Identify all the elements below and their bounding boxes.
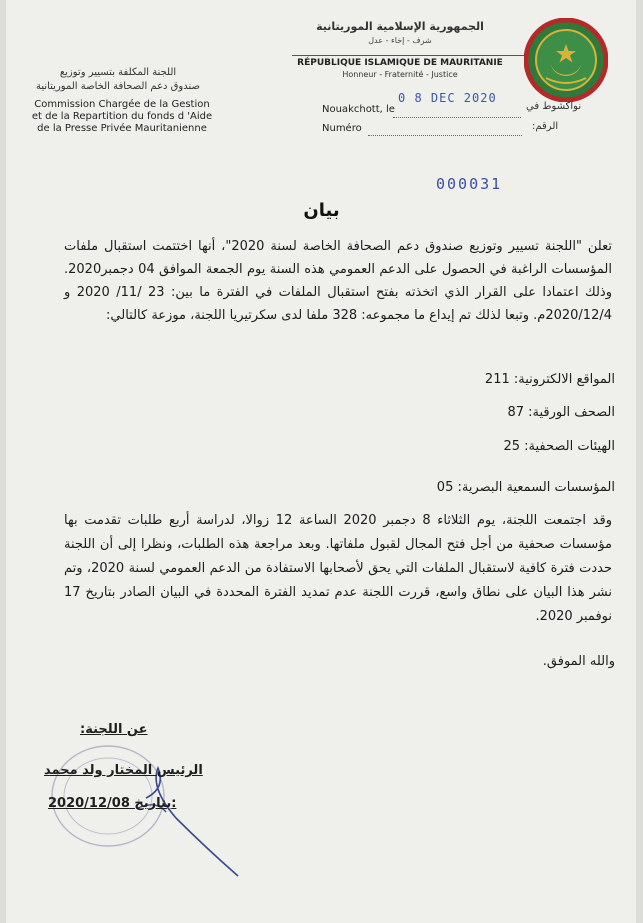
- place-date-label: Nouakchott, le: [322, 104, 395, 115]
- list-item: المؤسسات السمعية البصرية: 05: [436, 480, 615, 495]
- country-name-french: RÉPUBLIQUE ISLAMIQUE DE MAURITANIE: [297, 58, 503, 68]
- committee-name-french: [22, 99, 222, 135]
- committee-arabic-line1: اللجنة المكلفة بتسيير وتوزيع: [59, 67, 177, 78]
- list-item: الصحف الورقية: 87: [507, 405, 615, 420]
- committee-french-line3: de la Presse Privée Mauritanienne: [37, 123, 207, 134]
- committee-french-line2: et de la Repartition du fonds d 'Aide: [31, 111, 213, 122]
- committee-name-arabic: [18, 66, 218, 94]
- number-label-arabic: الرقم:: [532, 121, 559, 132]
- serial-number: 000031: [436, 175, 503, 193]
- date-stamp: 0 8 DEC 2020: [398, 91, 497, 105]
- signature-on-behalf: عن اللجنة:: [80, 722, 148, 737]
- announcement-paragraph-2: وقد اجتمعت اللجنة، يوم الثلاثاء 8 دجمبر 2020 الساعة 12 زوالا، لدراسة أربع طلبات تقدمت بها مؤسسات صحفية من أجل فتح المجال لقبول ملفاتها. وبعد مراجعة هذه الطلبات، ونظرا إلى أن اللجنة حددت فترة كافية لاستقبال الملفات التي يحق لأصحابها الاستفادة من الدعم العمومي لسنة 2020، وتم نشر هذا البيان على نطاق واسع، قررت اللجنة عدم تمديد الفترة المحددة في البيان الصادر بتاريخ 17 نوفمبر 2020.: [64, 513, 613, 624]
- number-dotted-line: [368, 135, 522, 136]
- announcement-paragraph-1: تعلن "اللجنة تسيير وتوزيع صندوق دعم الصحافة الخاصة لسنة 2020"، أنها اختتمت استقبال ملفات المؤسسات الراغبة في الحصول على الدعم العمومي هذه السنة يوم الجمعة الموافق 04 دجمبر2020. وذلك اعتمادا على القرار الذي اتخذته بفتح استقبال الملفات في الفترة ما بين: 23 /11/ 2020 و 2020/12/4م. وتبعا لذلك تم إيداع ما مجموعه: 328 ملفا لدى سكرتيريا اللجنة، موزعة كالتالي:: [64, 239, 612, 323]
- number-label: Numéro: [322, 123, 362, 134]
- motto-french: Honneur - Fraternité - Justice: [342, 70, 458, 79]
- signatory-name: الرئيس المختار ولد محمد: [44, 763, 203, 778]
- place-date-label-arabic: نواكشوط في: [526, 101, 582, 112]
- signature-date-label: بتاريخ:: [134, 796, 177, 811]
- signature-date: [48, 796, 176, 811]
- signature-date-value: 2020/12/08: [48, 796, 130, 811]
- closing-phrase: والله الموفق.: [542, 654, 615, 669]
- committee-french-line1: Commission Chargée de la Gestion: [34, 99, 210, 110]
- country-name-arabic: الجمهورية الإسلامية الموريتانية: [316, 20, 484, 33]
- document-title: بيان: [303, 200, 340, 221]
- date-dotted-line: [393, 117, 521, 118]
- committee-arabic-line2: صندوق دعم الصحافة الخاصة الموريتانية: [35, 81, 201, 92]
- header-divider: [292, 55, 532, 56]
- list-item: المواقع الالكترونية: 211: [484, 372, 615, 387]
- national-emblem-seal: [524, 18, 608, 102]
- motto-arabic: شرف - إخاء - عدل: [368, 36, 432, 45]
- list-item: الهيئات الصحفية: 25: [503, 439, 615, 454]
